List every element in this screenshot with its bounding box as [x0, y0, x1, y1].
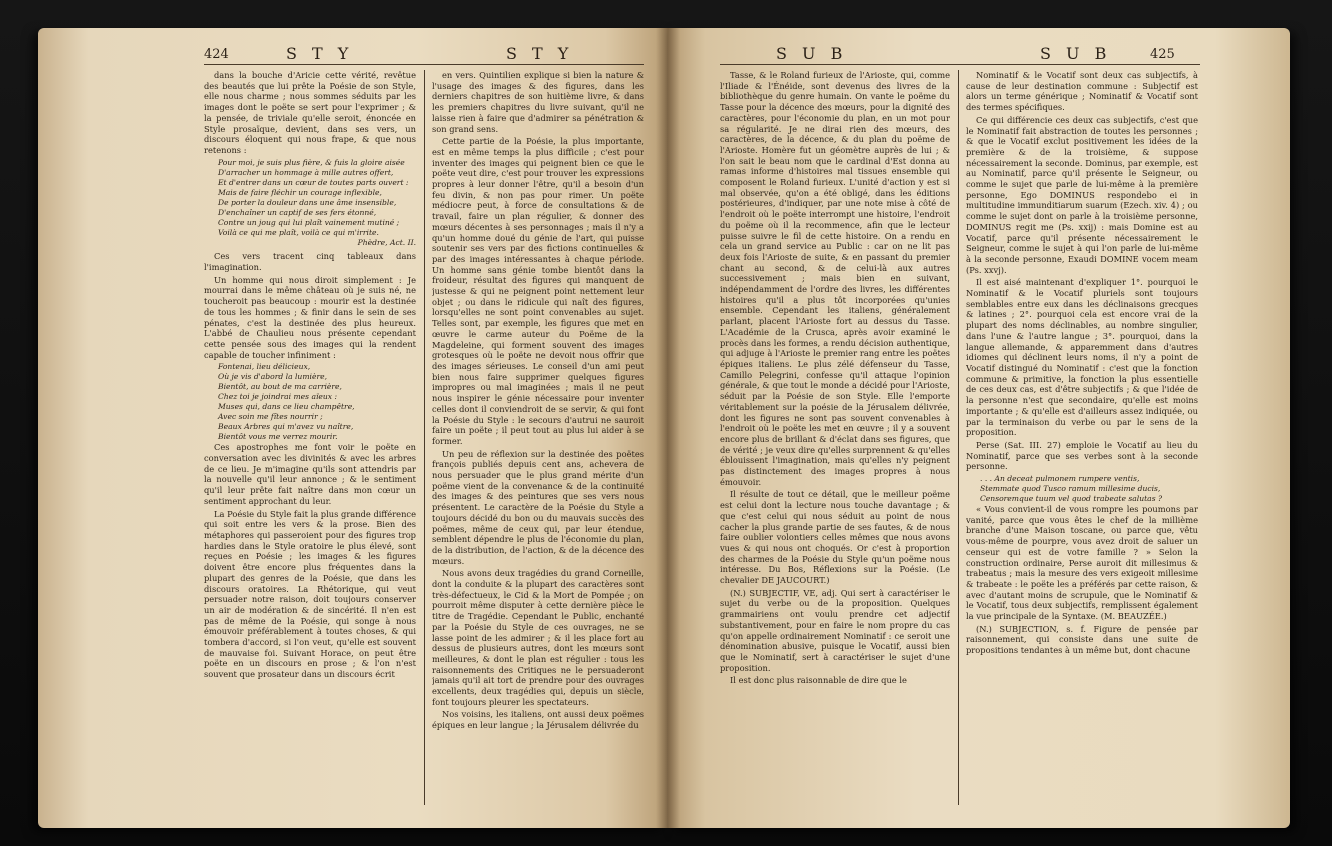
paragraph: Il est donc plus raisonnable de dire que le [730, 675, 907, 686]
paragraph: « Vous convient-il de vous rompre les poumons par vanité, parce que vous êtes le chef de la millième branche d'une Maison toscane, ou parce que, vêtu vous-même de pourpre, vous avez droit de saluer un censeur qui est de votre famille ? » Selon la construction ordinaire, Perse auroit dit millesimus & trabeatus ; mais la mesure des vers exigeoit millesime & trabeate : le poëte les a préférés par cette raison, & avec d'autant moins de scrupule, que le Nominatif & le Vocatif, tous deux subjectifs, remplissent également la vue principale de la Syntaxe. (M. BEAUZÉE.) [966, 504, 1198, 622]
citation: Phèdre, Act. II. [357, 237, 416, 247]
right-header-left: S U B [776, 44, 848, 63]
left-header-left: S T Y [286, 44, 354, 63]
paragraph: Un homme qui nous diroit simplement : Je mourrai dans le même château où je suis né, ne toucheroit pas beaucoup : mourir est la destinée de tous les hommes ; & finir dans le sein de ses pénates, c'est la destinée des plus heureux. L'abbé de Chaulieu nous présente cependant cette pensée sous des images qui la rendent capable de toucher infiniment : [204, 274, 416, 360]
paragraph: Perse (Sat. III. 27) emploie le Vocatif au lieu du Nominatif, parce que ses verbes sont à la seconde personne. [966, 439, 1198, 472]
verse-line: Contre un joug qui lui plaît vainement mutiné ; [218, 217, 400, 227]
verse-line: Et d'entrer dans un cœur de toutes parts ouvert : [218, 177, 409, 187]
paragraph: en vers. Quintilien explique si bien la nature & l'usage des images & des figures, dans les derniers chapitres de son huitième livre, & dans les premiers chapitres du livre suivant, qu'il ne laisse rien à faire que d'admirer sa pénétration & son grand sens. [432, 70, 644, 134]
verse-line: Voilà ce qui me plaît, voilà ce qui m'irrite. [218, 227, 379, 237]
right-header-right: S U B [1040, 44, 1112, 63]
paragraph: (N.) SUBJECTION, s. f. Figure de pensée par raisonnement, qui consiste dans une suite de propositions tendantes à un même but, dont chacune [966, 623, 1198, 656]
verse-line: Où je vis d'abord la lumière, [218, 372, 327, 382]
verse-line: Mais de faire fléchir un courage inflexible, [218, 187, 382, 197]
paragraph: Il résulte de tout ce détail, que le meilleur poëme est celui dont la lecture nous touche davantage ; & que c'est celui qui nous séduit au point de nous cacher la plus grande partie de ses fautes, & de nous faire oublier volontiers celles mêmes que nous avons vues & qui nous ont choqués. Or c'est à proportion des charmes de la Poésie du Style qu'un poëme nous intéresse. Du Bos, Réflexions sur la Poésie. (Le chevalier DE JAUCOURT.) [720, 489, 950, 586]
verse-line: D'arracher un hommage à mille autres offert, [218, 167, 394, 177]
paragraph: Nous avons deux tragédies du grand Corneille, dont la conduite & la plupart des caractères sont très-défectueux, le Cid & la Mort de Pompée ; on pourroit même disputer à cette dernière pièce le titre de Tragédie. Cependant le Public, enchanté par la Poésie du Style de ces ouvrages, ne se lasse point de les admirer ; & il les place fort au dessus de plusieurs autres, dont les mœurs sont meilleures, & dont le plan est régulier : tous les raisonnements des Critiques ne le persuaderont jamais qu'il ait tort de prendre pour des ouvrages excellents, deux tragédies qui, depuis un siècle, font toujours pleurer les spectateurs. [432, 568, 644, 707]
verse-line: Muses qui, dans ce lieu champêtre, [218, 402, 355, 412]
paragraph: Nominatif & le Vocatif sont deux cas subjectifs, à cause de leur destination commune : Subjectif est alors un terme générique ; Nominatif & Vocatif sont des termes spécifiques. [966, 70, 1198, 113]
verse-line: Stemmate quod Tusco ramum millesime ducis, [980, 484, 1161, 494]
verse-line: Beaux Arbres qui m'avez vu naître, [218, 422, 354, 432]
left-header-rule [204, 64, 644, 65]
paragraph: Il est aisé maintenant d'expliquer 1°. pourquoi le Nominatif & le Vocatif pluriels sont toujours semblables entre eux dans les déclinaisons grecques & latines ; 2°. pourquoi cela est encore vrai de la plupart des noms déclinables, au nombre singulier, dans l'une & l'autre langue ; 3°. pourquoi, dans la langue allemande, & apparemment dans d'autres idiomes qui déclinent leurs noms, il n'y a point de Vocatif distingué du Nominatif : c'est que la fonction commune & primitive, la fonction la plus essentielle de ces deux cas, est d'être subjectifs ; & que l'idée de la personne n'est que secondaire, qu'elle est moins importante ; & qu'elle est d'ailleurs assez indiquée, ou par la terminaison du verbe ou par le sens de la proposition. [966, 277, 1198, 438]
paragraph: Tasse, & le Roland furieux de l'Arioste, qui, comme l'Iliade & l'Énéide, sont devenus des livres de la bibliothèque du genre humain. On vante le poëme du Tasse pour la décence des mœurs, pour la dignité des caractères, pour l'économie du plan, en un mot pour sa régularité. Je ne dirai rien des mœurs, des caractères, de la décence, & du plan du poëme de l'Arioste. Homère fut un géomètre auprès de lui ; & l'on sait le beau nom que le cardinal d'Est donna au ramas informe d'histoires mal tissues ensemble qui composent le Roland furieux. L'unité d'action y est si mal observée, qu'on a été obligé, dans les éditions postérieures, d'indiquer, par une note mise à côté de l'endroit où le poëte interrompt une histoire, l'endroit du poëme où il la recommence, afin que le lecteur puisse suivre le fil de cette histoire. On a rendu en cela un grand service au Public : car on ne lit pas deux fois l'Arioste de suite, & en passant du premier chant au second, & de celui-là aux autres successivement ; mais bien en suivant, indépendamment de l'ordre des livres, les différentes histoires qu'il a plus tôt incorporées qu'unies ensemble. Cependant les italiens, généralement parlant, placent l'Arioste fort au dessus du Tasse. L'Académie de la Crusca, après avoir examiné le procès dans les formes, a rendu décision authentique, qui adjuge à l'Arioste le premier rang entre les poëtes épiques italiens. Le plus zélé défenseur du Tasse, Camillo Pelegrini, confesse qu'il attaque l'opinion générale, & que tout le monde a décidé pour l'Arioste, séduit par la Poésie de son Style. Elle l'emporte véritablement sur la poésie de la Jérusalem délivrée, dont les figures ne sont pas souvent convenables à l'endroit où le poëte les met en œuvre ; il y a souvent encore plus de brillant & d'éclat dans ses figures, que de vérité ; je veux dire qu'elles surprennent & qu'elles éblouissent l'imagination, mais qu'elles n'y peignent pas distinctement des images propres à nous émouvoir. [720, 70, 950, 487]
paragraph: Un peu de réflexion sur la destinée des poëtes françois publiés depuis cent ans, achevera de nous persuader que le plus grand mérite d'un poëme vient de la convenance & de la continuité des images & des peintures que ses vers nous présentent. Le caractère de la Poésie du Style a toujours décidé du bon ou du mauvais succès des poëmes, même de ceux qui, par leur étendue, semblent dépendre le plus de l'économie du plan, de la distribution, de l'action, & de la décence des mœurs. [432, 448, 644, 566]
right-column-2 [966, 70, 1198, 822]
left-column-1 [204, 70, 416, 822]
paragraph: La Poésie du Style fait la plus grande différence qui soit entre les vers & la prose. Bien des métaphores qui passeroient pour des figures trop hardies dans le Style oratoire le plus élevé, sont reçues en Poésie ; les images & les figures doivent être encore plus fréquentes dans la plupart des genres de la Poésie, que dans les discours oratoires. La Rhétorique, qui veut persuader notre raison, doit toujours conserver un air de modération & de sincérité. Il n'en est pas de même de la Poésie, qui songe à nous émouvoir préférablement à toutes choses, & qui tombera d'accord, si l'on veut, qu'elle est souvent de mauvaise foi. Suivant Horace, on peut être poëte en un discours en prose ; & l'on n'est souvent que prosateur dans un discours écrit [204, 508, 416, 680]
verse-line: Pour moi, je suis plus fière, & fuis la gloire aisée [218, 157, 405, 167]
verse-line: Chez toi je joindrai mes aïeux : [218, 392, 338, 402]
right-header-rule [720, 64, 1200, 65]
verse-line: Avec soin me fîtes nourrir ; [218, 412, 323, 422]
paragraph: Cette partie de la Poésie, la plus importante, est en même temps la plus difficile ; c'est pour inventer des images qui peignent bien ce que le poëte veut dire, c'est pour trouver les expressions propres à leur donner l'être, qu'il a besoin d'un feu divin, & non pas pour rimer. Un poëte médiocre peut, à force de consultations & de travail, faire un plan régulier, & donner des mœurs décentes à ses personnages ; mais il n'y a qu'un homme doué du génie de l'art, qui puisse soutenir ses vers par des fictions continuelles & par des images intéressantes à chaque période. Un homme sans génie tombe bientôt dans la froideur, résultat des figures qui manquent de justesse & qui ne peignent point nettement leur objet ; ou dans le ridicule qui naît des figures, lorsqu'elles ne sont point convenables au sujet. Telles sont, par exemple, les figures que met en œuvre le carme auteur du Poëme de la Magdeleine, qui forment souvent des images grotesques où le poëte ne devoit nous offrir que des images sérieuses. Le conseil d'un ami peut bien nous faire supprimer quelques figures impropres ou mal imaginées ; mais il ne peut nous inspirer le génie nécessaire pour inventer celles dont il conviendroit de se servir, & qui font la Poésie du Style : le secours d'autrui ne sauroit faire un poëte ; il peut tout au plus lui aider à se former. [432, 136, 644, 446]
left-header-right: S T Y [506, 44, 574, 63]
verse-line: D'enchaîner un captif de ses fers étonné, [218, 207, 377, 217]
left-column-2 [432, 70, 644, 822]
right-column-divider [958, 70, 959, 805]
paragraph: (N.) SUBJECTIF, VE, adj. Qui sert à caractériser le sujet du verbe ou de la proposition. Quelques grammairiens ont voulu prendre cet adjectif substantivement, pour en faire le nom propre du cas qu'on appelle ordinairement Nominatif : ce seroit une dénomination abusive, puisque le Vocatif, aussi bien que le Nominatif, sert à caractériser le sujet d'une proposition. [720, 587, 950, 673]
verse-line: Bientôt, au bout de ma carrière, [218, 382, 342, 392]
right-page-number: 425 [1150, 47, 1175, 62]
right-column-1 [720, 70, 950, 822]
paragraph: dans la bouche d'Aricie cette vérité, revêtue des beautés que lui prête la Poésie de son Style, elle nous charme ; nous sommes séduits par les images dont le poëte se sert pour l'exprimer ; & la pensée, de triviale qu'elle seroit, énoncée en Style prosaïque, devient, dans ses vers, un discours éloquent qui nous frape, & que nous retenons : [204, 70, 416, 155]
verse-line: Bientôt vous me verrez mourir. [218, 432, 338, 442]
paragraph: Nos voisins, les italiens, ont aussi deux poëmes épiques en leur langue ; la Jérusalem délivrée du [432, 709, 644, 731]
book-gutter [656, 28, 680, 828]
left-page-number: 424 [204, 47, 229, 62]
paragraph: Ces vers tracent cinq tableaux dans l'imagination. [204, 251, 416, 273]
left-column-divider [424, 70, 425, 805]
verse-line: Fontenai, lieu délicieux, [218, 362, 311, 372]
verse-line: De porter la douleur dans une âme insensible, [218, 197, 397, 207]
verse-line: Censoremque tuum vel quod trabeate salutas ? [980, 494, 1163, 504]
paragraph: Ces apostrophes me font voir le poëte en conversation avec les divinités & avec les arbres de ce lieu. Je m'imagine qu'ils sont attendris par la nouvelle qu'il leur annonce ; & le sentiment qu'il leur prête fait naître dans mon cœur un sentiment approchant du leur. [204, 442, 416, 506]
paragraph: Ce qui différencie ces deux cas subjectifs, c'est que le Nominatif fait abstraction de toutes les personnes ; & que le Vocatif exclut positivement les idées de la première & de la troisième, & suppose nécessairement la seconde. Dominus, par exemple, est au Nominatif, parce qu'il présente le Seigneur, ou comme le sujet que parle de lui-même à la première personne, Ego DOMINUS respondebo ei in multitudine immunditiarum suarum (Ezech. xiv. 4) ; ou comme le sujet dont on parle à la troisième personne, DOMINUS regit me (Ps. xxij) : mais Domine est au Vocatif, parce qu'il présente nécessairement le Seigneur, comme le sujet à qui l'on parle de lui-même à la seconde personne, Exaudi DOMINE vocem meam (Ps. xxvj). [966, 114, 1198, 275]
verse-line: . . . An deceat pulmonem rumpere ventis, [980, 474, 1140, 484]
